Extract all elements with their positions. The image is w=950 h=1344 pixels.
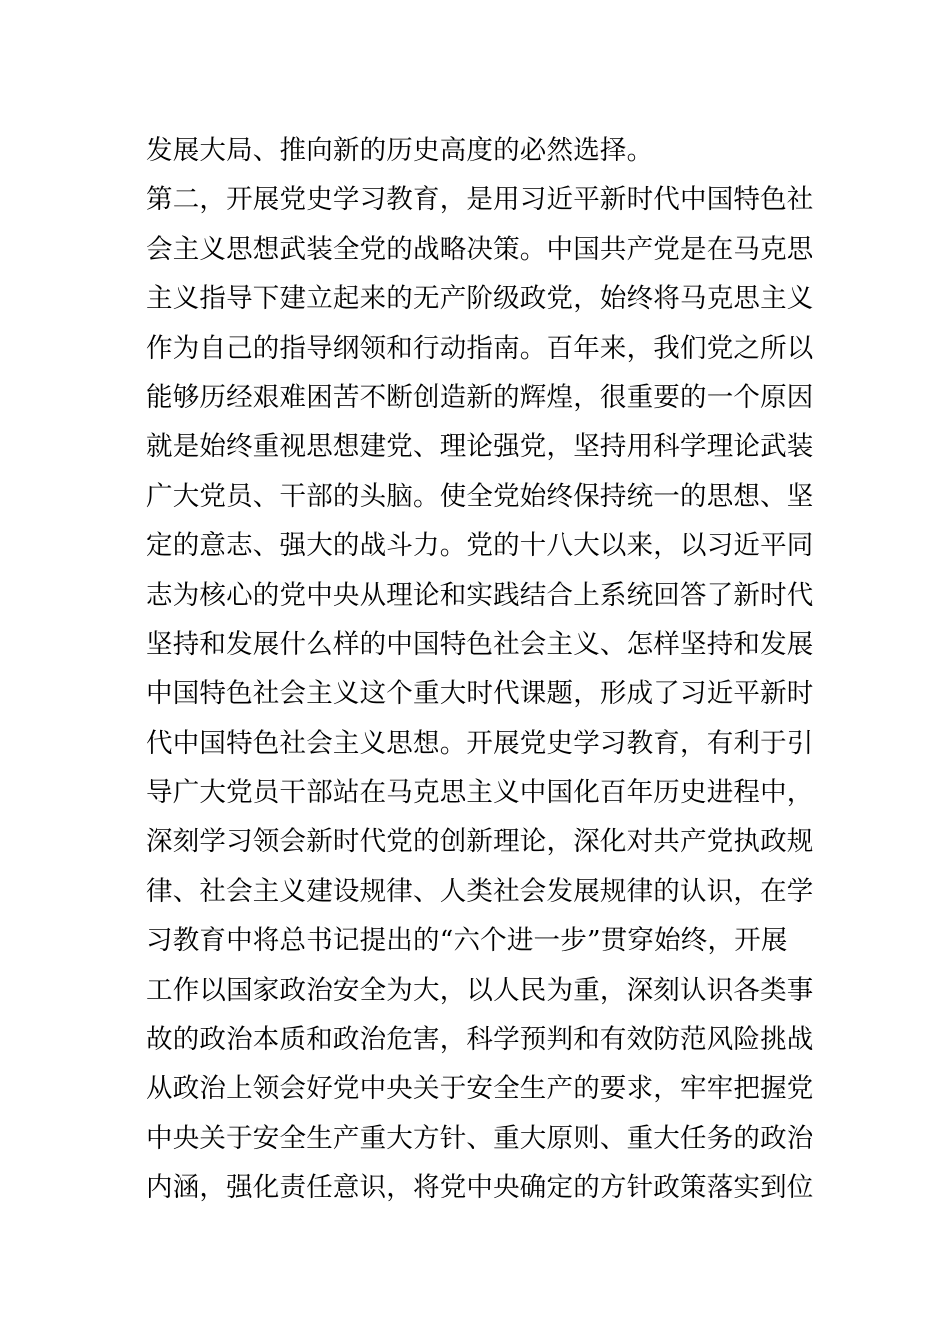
text-line: 工作以国家政治安全为大，以人民为重，深刻认识各类事 xyxy=(146,974,814,1006)
text-line: 从政治上领会好党中央关于安全生产的要求，牢牢把握党 xyxy=(146,1073,814,1105)
text-line: 中国特色社会主义这个重大时代课题，形成了习近平新时 xyxy=(146,678,814,710)
text-line: 内涵，强化责任意识，将党中央确定的方针政策落实到位 xyxy=(146,1172,814,1204)
body-text xyxy=(146,126,816,1213)
text-line: 律、社会主义建设规律、人类社会发展规律的认识，在学 xyxy=(146,875,814,907)
text-line: 能够历经艰难困苦不断创造新的辉煌，很重要的一个原因 xyxy=(146,381,814,413)
text-line: 代中国特色社会主义思想。开展党史学习教育，有利于引 xyxy=(146,727,814,759)
text-line: 导广大党员干部站在马克思主义中国化百年历史进程中， xyxy=(146,777,814,809)
text-line: 广大党员、干部的头脑。使全党始终保持统一的思想、坚 xyxy=(146,480,814,512)
text-line: 志为核心的党中央从理论和实践结合上系统回答了新时代 xyxy=(146,579,814,611)
text-line: 深刻学习领会新时代党的创新理论，深化对共产党执政规 xyxy=(146,826,814,858)
text-line: 坚持和发展什么样的中国特色社会主义、怎样坚持和发展 xyxy=(146,628,814,660)
text-line: 第二，开展党史学习教育，是用习近平新时代中国特色社 xyxy=(146,184,814,216)
text-line: 作为自己的指导纲领和行动指南。百年来，我们党之所以 xyxy=(146,332,814,364)
text-line: 会主义思想武装全党的战略决策。中国共产党是在马克思 xyxy=(146,233,814,265)
text-line: 主义指导下建立起来的无产阶级政党，始终将马克思主义 xyxy=(146,283,814,315)
text-line: 习教育中将总书记提出的“六个进一步”贯穿始终，开展 xyxy=(146,925,788,957)
text-line: 就是始终重视思想建党、理论强党，坚持用科学理论武装 xyxy=(146,431,814,463)
text-line: 发展大局、推向新的历史高度的必然选择。 xyxy=(146,135,654,166)
text-line: 故的政治本质和政治危害，科学预判和有效防范风险挑战 xyxy=(146,1024,814,1056)
text-line: 中央关于安全生产重大方针、重大原则、重大任务的政治 xyxy=(146,1122,814,1154)
text-line: 定的意志、强大的战斗力。党的十八大以来，以习近平同 xyxy=(146,530,814,562)
